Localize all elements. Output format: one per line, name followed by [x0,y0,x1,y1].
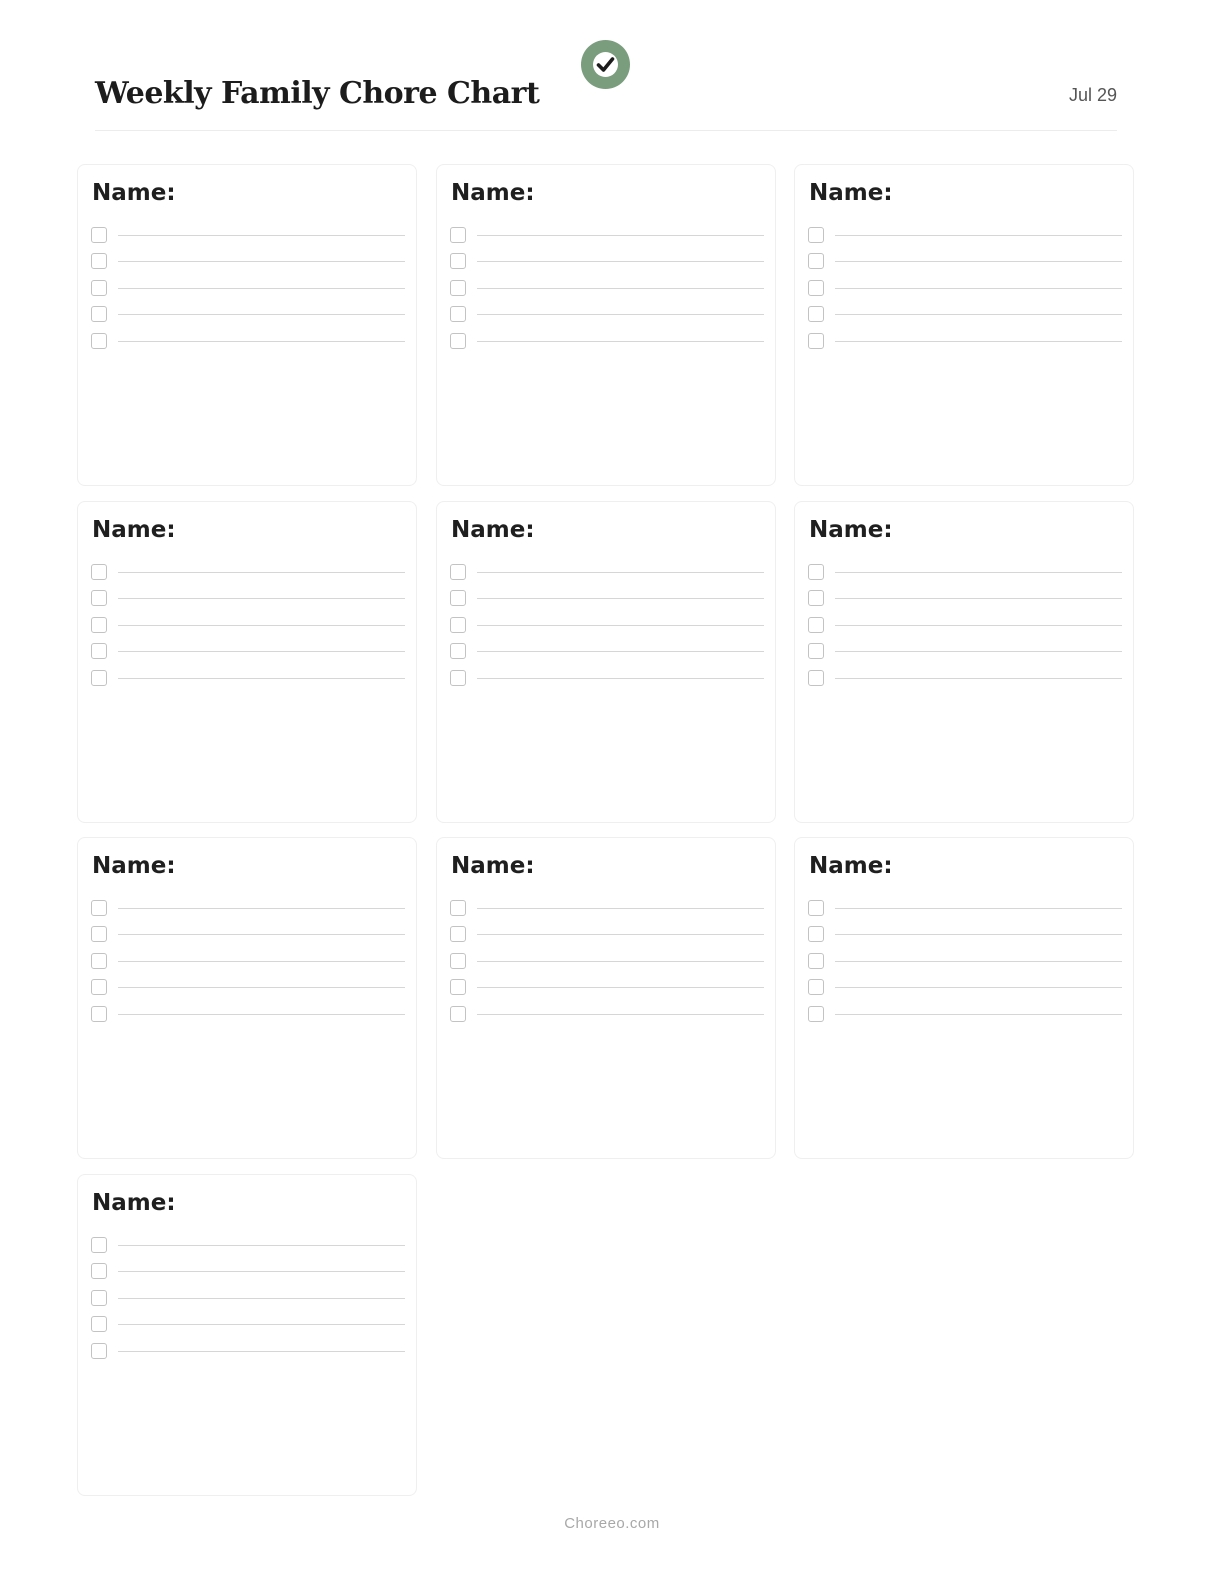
chore-write-line[interactable] [477,235,764,236]
chore-list [808,564,1122,696]
card-name-label: Name: [451,853,535,879]
chore-write-line[interactable] [118,678,405,679]
chore-row [808,227,1122,253]
chore-checkbox[interactable] [91,1237,107,1253]
chore-checkbox[interactable] [808,253,824,269]
chore-checkbox[interactable] [91,617,107,633]
chore-write-line[interactable] [835,651,1122,652]
chore-write-line[interactable] [477,314,764,315]
chore-write-line[interactable] [118,572,405,573]
chore-checkbox[interactable] [808,280,824,296]
chore-row [808,670,1122,696]
chore-write-line[interactable] [118,908,405,909]
chore-write-line[interactable] [835,235,1122,236]
page-title: Weekly Family Chore Chart [95,76,540,111]
chore-row [808,333,1122,359]
chore-write-line[interactable] [477,908,764,909]
chore-row [450,333,764,359]
chore-row [91,253,405,279]
chore-write-line[interactable] [118,1298,405,1299]
chore-card [77,837,417,1159]
chore-write-line[interactable] [835,288,1122,289]
chore-write-line[interactable] [835,261,1122,262]
card-name-label: Name: [451,180,535,206]
chore-card [436,501,776,823]
chore-write-line[interactable] [477,572,764,573]
chore-write-line[interactable] [835,961,1122,962]
chore-row [808,306,1122,332]
chore-row [808,926,1122,952]
chore-card [77,164,417,486]
chore-checkbox[interactable] [450,926,466,942]
chore-row [808,900,1122,926]
card-name-label: Name: [809,180,893,206]
chore-checkbox[interactable] [450,280,466,296]
chore-row [450,900,764,926]
chore-checkbox[interactable] [450,306,466,322]
chore-row [91,1006,405,1032]
chore-row [808,617,1122,643]
chore-card [77,1174,417,1496]
chore-write-line[interactable] [477,598,764,599]
chore-row [91,953,405,979]
chore-write-line[interactable] [835,625,1122,626]
chore-row [91,227,405,253]
chore-list [91,227,405,359]
chore-checkbox[interactable] [91,1006,107,1022]
chore-write-line[interactable] [835,678,1122,679]
chore-write-line[interactable] [118,961,405,962]
chore-write-line[interactable] [118,987,405,988]
chore-write-line[interactable] [118,1271,405,1272]
card-name-label: Name: [92,517,176,543]
chore-checkbox[interactable] [808,670,824,686]
chore-checkbox[interactable] [808,306,824,322]
chore-write-line[interactable] [835,934,1122,935]
chore-write-line[interactable] [477,341,764,342]
chore-row [91,1316,405,1342]
card-name-label: Name: [451,517,535,543]
date-label: Jul 29 [1068,85,1117,105]
chore-checkbox[interactable] [808,617,824,633]
chore-checkbox[interactable] [808,979,824,995]
chore-checkbox[interactable] [808,953,824,969]
chore-row [808,643,1122,669]
chore-checkbox[interactable] [450,1006,466,1022]
chore-row [91,670,405,696]
chore-list [808,227,1122,359]
chore-row [91,617,405,643]
chore-checkbox[interactable] [450,953,466,969]
chore-row [808,280,1122,306]
chore-row [808,564,1122,590]
card-name-label: Name: [809,853,893,879]
chore-checkbox[interactable] [808,333,824,349]
chore-write-line[interactable] [118,934,405,935]
chore-write-line[interactable] [477,651,764,652]
chore-checkbox[interactable] [808,227,824,243]
chore-write-line[interactable] [477,934,764,935]
chore-row [808,590,1122,616]
chore-list [91,900,405,1032]
chore-row [450,306,764,332]
chore-row [91,590,405,616]
chore-write-line[interactable] [835,598,1122,599]
chore-list [808,900,1122,1032]
chore-checkbox[interactable] [91,306,107,322]
chore-write-line[interactable] [118,1245,405,1246]
chore-card [77,501,417,823]
chore-write-line[interactable] [835,908,1122,909]
chore-checkbox[interactable] [91,227,107,243]
chore-checkbox[interactable] [91,979,107,995]
chore-checkbox[interactable] [91,590,107,606]
chore-write-line[interactable] [118,625,405,626]
chore-row [91,306,405,332]
chore-write-line[interactable] [835,987,1122,988]
chore-checkbox[interactable] [450,253,466,269]
card-name-label: Name: [92,1190,176,1216]
chore-row [91,1237,405,1263]
chore-row [91,1263,405,1289]
chore-checkbox[interactable] [91,953,107,969]
chore-checkbox[interactable] [808,926,824,942]
chore-row [808,253,1122,279]
chore-checkbox[interactable] [808,1006,824,1022]
chore-write-line[interactable] [118,1014,405,1015]
chore-row [450,227,764,253]
chore-row [91,643,405,669]
chore-checkbox[interactable] [450,979,466,995]
chore-row [450,926,764,952]
chore-checkbox[interactable] [450,227,466,243]
chore-write-line[interactable] [118,261,405,262]
chore-checkbox[interactable] [450,643,466,659]
chore-row [808,1006,1122,1032]
chore-row [450,953,764,979]
chore-row [450,590,764,616]
chore-checkbox[interactable] [91,670,107,686]
chore-write-line[interactable] [118,314,405,315]
chore-row [450,643,764,669]
chore-checkbox[interactable] [91,1316,107,1332]
chore-write-line[interactable] [118,235,405,236]
chore-list [450,900,764,1032]
chore-checkbox[interactable] [450,617,466,633]
chore-checkbox[interactable] [91,280,107,296]
card-name-label: Name: [92,853,176,879]
chore-list [450,564,764,696]
chore-write-line[interactable] [835,314,1122,315]
chore-write-line[interactable] [477,1014,764,1015]
chore-checkbox[interactable] [450,670,466,686]
chore-write-line[interactable] [118,651,405,652]
chore-card [794,164,1134,486]
chore-checkbox[interactable] [450,564,466,580]
chore-checkbox[interactable] [91,926,107,942]
chore-checkbox[interactable] [808,643,824,659]
chore-row [450,670,764,696]
checkmark-badge-icon [581,40,630,89]
chore-list [91,564,405,696]
chore-checkbox[interactable] [91,333,107,349]
chore-write-line[interactable] [477,961,764,962]
chore-row [808,953,1122,979]
chore-checkbox[interactable] [91,1290,107,1306]
chore-row [91,1343,405,1369]
chore-write-line[interactable] [477,987,764,988]
chore-row [91,333,405,359]
chore-card [794,501,1134,823]
chore-write-line[interactable] [835,341,1122,342]
chore-write-line[interactable] [118,288,405,289]
chore-card [436,164,776,486]
chore-write-line[interactable] [477,625,764,626]
chore-card [794,837,1134,1159]
chore-row [91,1290,405,1316]
chore-write-line[interactable] [477,288,764,289]
chore-row [91,979,405,1005]
chore-row [450,979,764,1005]
chore-row [808,979,1122,1005]
chore-checkbox[interactable] [91,1263,107,1279]
chore-write-line[interactable] [477,678,764,679]
chore-checkbox[interactable] [450,333,466,349]
chore-checkbox[interactable] [91,564,107,580]
chore-write-line[interactable] [118,598,405,599]
page-header [95,40,1117,131]
chore-row [91,900,405,926]
chore-checkbox[interactable] [91,1343,107,1359]
chore-write-line[interactable] [118,1324,405,1325]
chore-row [91,564,405,590]
chore-checkbox[interactable] [450,900,466,916]
chore-row [450,253,764,279]
chore-row [91,926,405,952]
chore-checkbox[interactable] [91,643,107,659]
chore-write-line[interactable] [477,261,764,262]
chore-checkbox[interactable] [808,900,824,916]
card-name-label: Name: [92,180,176,206]
chore-row [91,280,405,306]
chore-card [436,837,776,1159]
chore-checkbox[interactable] [91,253,107,269]
chore-write-line[interactable] [118,341,405,342]
chore-checkbox[interactable] [91,900,107,916]
chore-checkbox[interactable] [808,590,824,606]
chore-list [91,1237,405,1369]
chore-write-line[interactable] [835,1014,1122,1015]
footer-site-link: Choreeo.com [564,1515,660,1532]
chore-write-line[interactable] [835,572,1122,573]
chore-write-line[interactable] [118,1351,405,1352]
chore-row [450,564,764,590]
card-name-label: Name: [809,517,893,543]
chore-row [450,617,764,643]
chore-row [450,280,764,306]
chore-checkbox[interactable] [450,590,466,606]
chore-list [450,227,764,359]
chore-row [450,1006,764,1032]
chore-checkbox[interactable] [808,564,824,580]
